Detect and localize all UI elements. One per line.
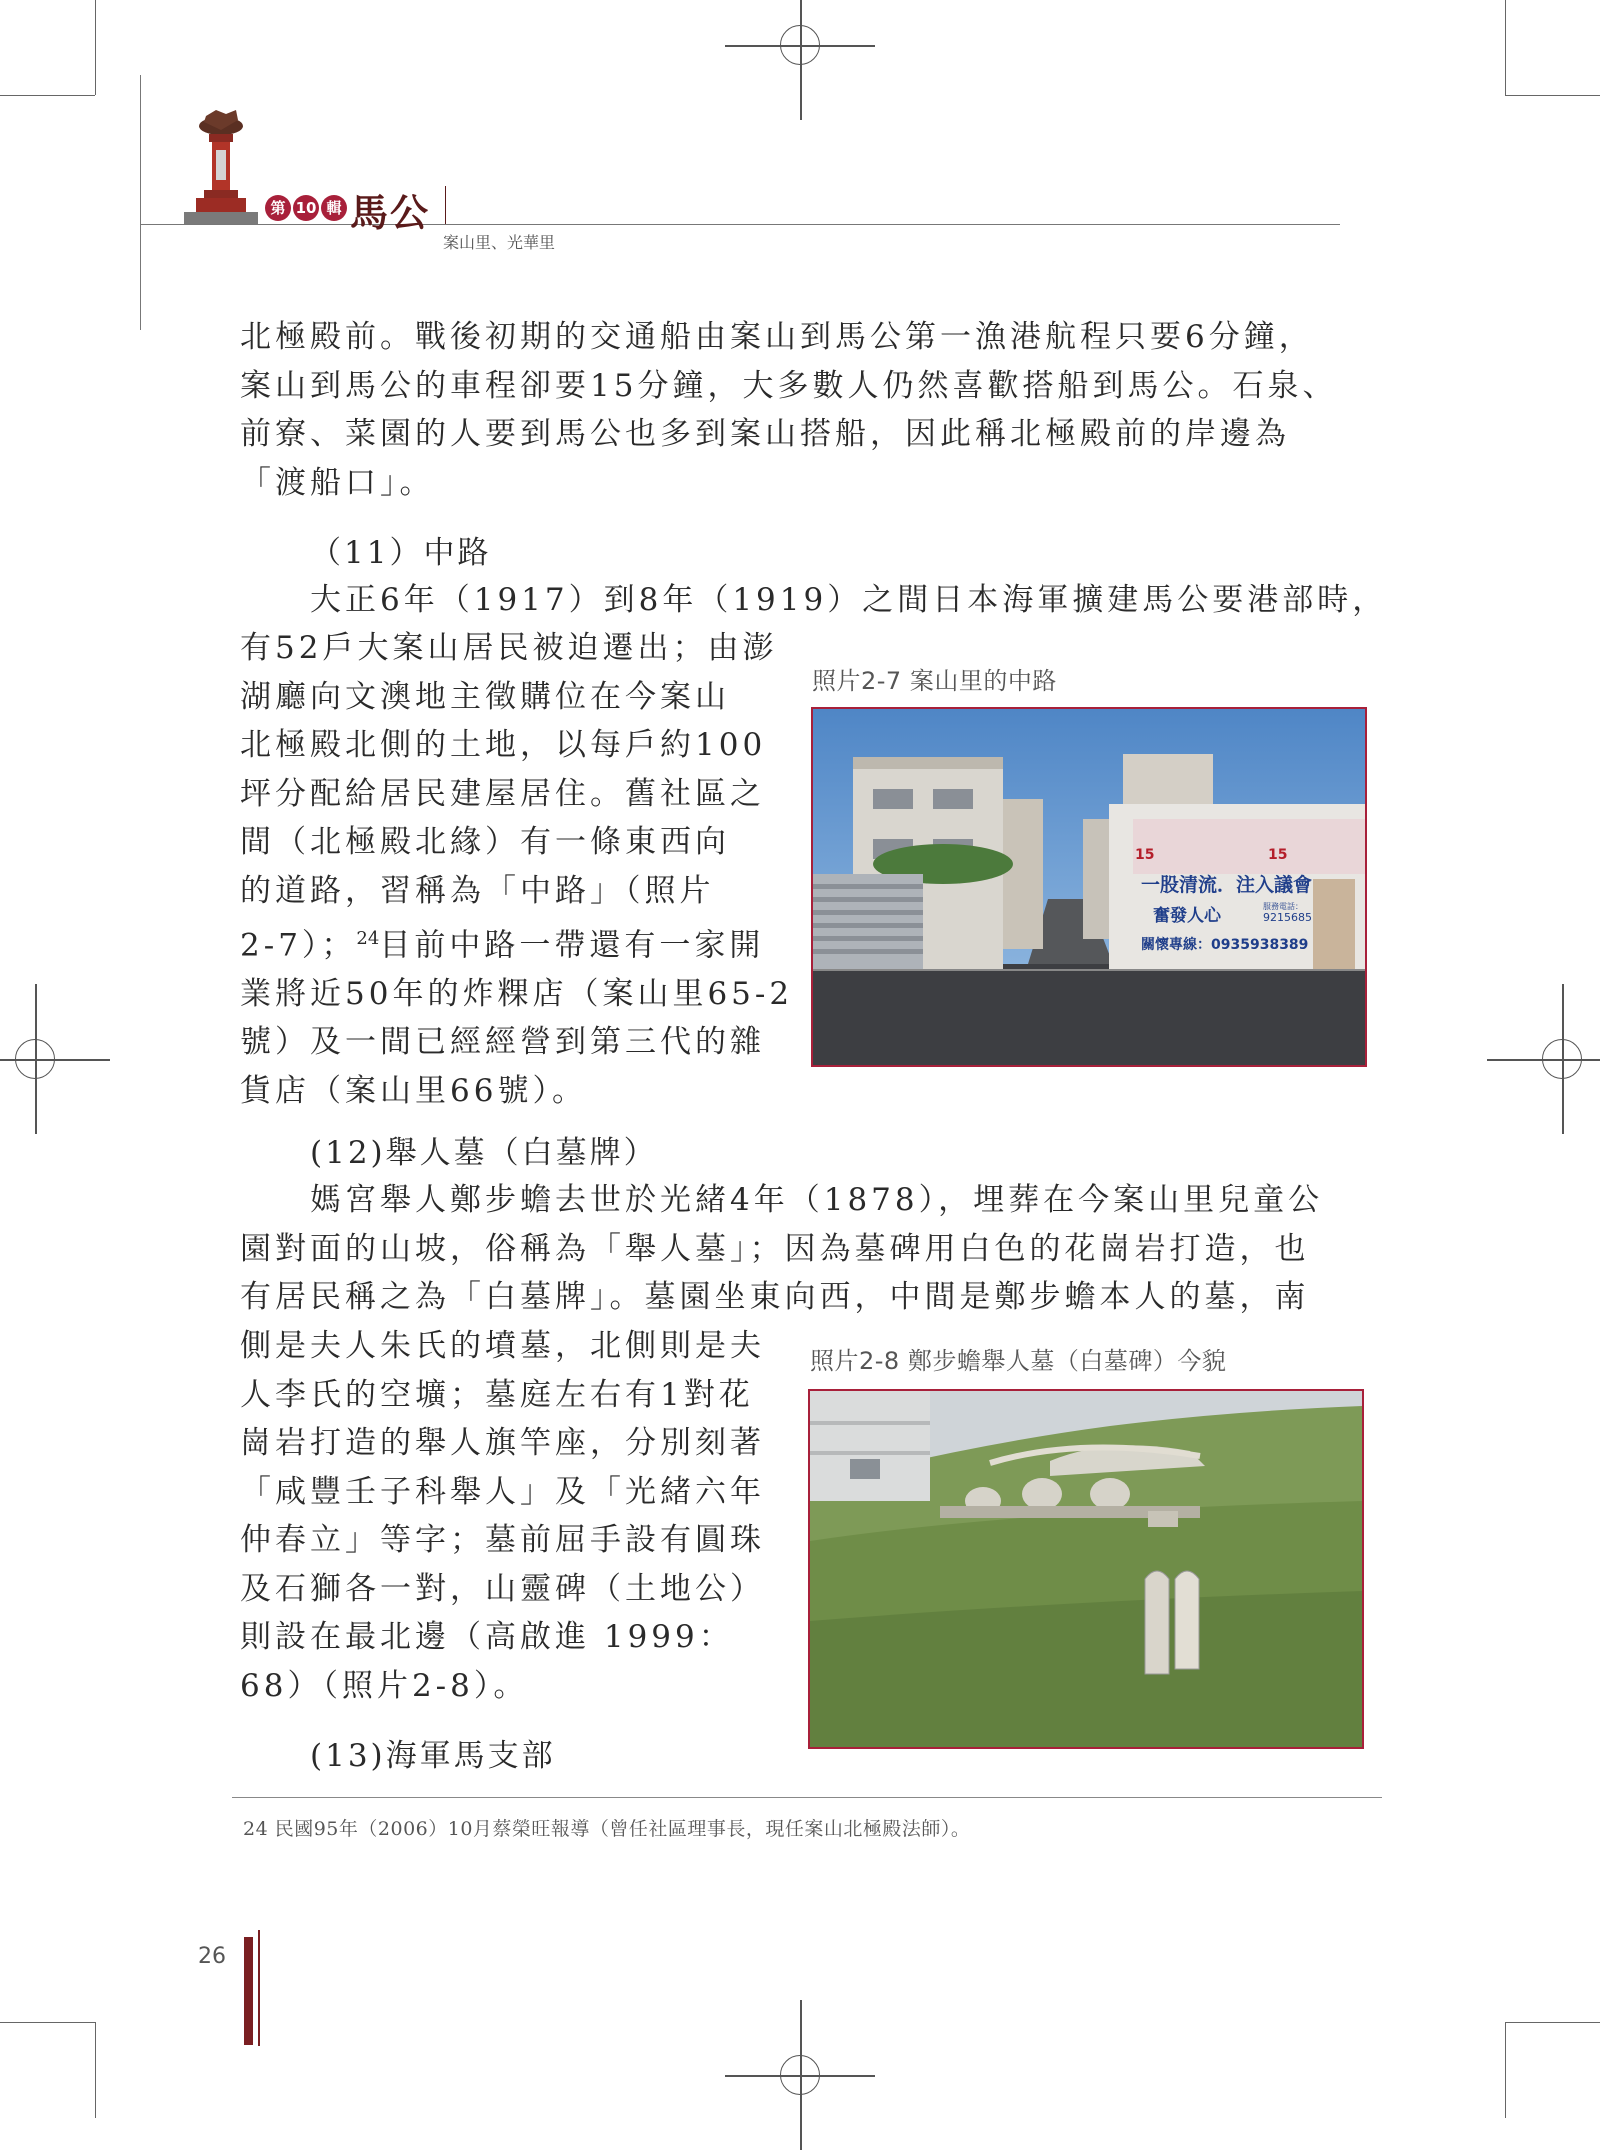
footnote-rule <box>232 1797 1382 1798</box>
text-line: 坪分配給居民建屋居住。舊社區之 <box>240 775 765 812</box>
street-scene <box>813 709 1365 1065</box>
page-bar <box>244 1937 253 2045</box>
text-line: 湖廳向文澳地主徵購位在今案山 <box>240 678 730 715</box>
paragraph-2-first-line: 大正6年（1917）到8年（1919）之間日本海軍擴建馬公要港部時， <box>310 582 1388 618</box>
paragraph-3 <box>240 1322 765 1710</box>
text-line: 的道路，習稱為「中路」（照片 <box>240 872 715 909</box>
text-line: 間（北極殿北緣）有一條東西向 <box>240 824 730 860</box>
text-line: 園對面的山坡，俗稱為「舉人墓」；因為墓碑用白色的花崗岩打造，也 <box>240 1230 1310 1267</box>
crop-mark <box>0 2022 95 2023</box>
crop-mark <box>1505 2022 1506 2118</box>
text-line: 業將近50年的炸粿店（案山里65-2 <box>240 975 794 1012</box>
text-line: 側是夫人朱氏的墳墓，北側則是夫 <box>240 1328 765 1364</box>
text-line: 前寮、菜園的人要到馬公也多到案山搭船，因此稱北極殿前的岸邊為 <box>240 416 1290 452</box>
page-number: 26 <box>198 1944 226 1969</box>
text-line: 號）及一間已經經營到第三代的雜 <box>240 1024 765 1061</box>
text-line: 則設在最北邊（高啟進 1999： <box>240 1619 734 1655</box>
paragraph-1 <box>240 313 1337 507</box>
sign-phone: 9215685 <box>1263 911 1312 924</box>
crop-mark <box>95 0 96 95</box>
text-line: 崗岩打造的舉人旗竿座，分別刻著 <box>240 1425 765 1461</box>
text-line: 及石獅各一對，山靈碑（土地公） <box>240 1570 765 1607</box>
registration-mark-right <box>1487 984 1600 1134</box>
chapter-badge-right: 輯 <box>321 195 347 221</box>
text-line: 「渡船口」。 <box>240 464 435 501</box>
monument-logo <box>176 108 266 226</box>
section-heading-12: (12)舉人墓（白墓牌） <box>310 1135 658 1171</box>
text-line: 仲春立」等字；墓前屈手設有圓珠 <box>240 1522 765 1558</box>
photo-caption-2-8: 照片2-8 鄭步蟾舉人墓（白墓碑）今貌 <box>810 1347 1227 1375</box>
section-heading-11: （11）中路 <box>310 535 492 571</box>
paragraph-3-full <box>240 1176 1323 1322</box>
chapter-badge <box>265 195 347 223</box>
chapter-badge-left: 第 <box>265 195 291 221</box>
photo-caption-2-7: 照片2-7 案山里的中路 <box>812 667 1057 695</box>
crop-mark <box>1505 95 1600 96</box>
text-fragment: 2-7）； <box>240 927 357 964</box>
sign-hotline: 關懷專線：0935938389 <box>1141 937 1309 953</box>
tomb-scene <box>810 1391 1362 1747</box>
text-line: 「咸豐壬子科舉人」及「光緒六年 <box>240 1473 765 1510</box>
sign-phone-label: 服務電話： <box>1263 902 1303 911</box>
sign-line-2: 奮發人心 <box>1153 906 1221 926</box>
crop-mark <box>0 95 95 96</box>
text-line: 有52戶大案山居民被迫遷出；由澎 <box>240 630 778 666</box>
text-line: 68）（照片2-8）。 <box>240 1667 529 1704</box>
text-line: 北極殿前。戰後初期的交通船由案山到馬公第一漁港航程只要6分鐘， <box>240 319 1314 355</box>
text-line: 人李氏的空壙；墓庭左右有1對花 <box>240 1376 754 1413</box>
header-horizontal-rule <box>140 224 1340 225</box>
crop-mark <box>95 2022 96 2118</box>
header-vertical-rule <box>140 75 141 330</box>
registration-mark-left <box>0 984 110 1134</box>
header-subtitle: 案山里、光華里 <box>443 233 556 252</box>
crop-mark <box>1505 0 1506 95</box>
registration-mark-bottom <box>725 2000 875 2150</box>
chapter-badge-number: 10 <box>293 195 319 221</box>
sign-number-right: 15 <box>1268 847 1288 863</box>
footnote-ref[interactable]: 24 <box>356 928 380 949</box>
page-bar-line <box>258 1930 260 2046</box>
photo-2-8-tomb <box>808 1389 1364 1749</box>
paragraph-2 <box>240 624 793 1115</box>
crop-mark <box>1505 2022 1600 2023</box>
footnote: 24 民國95年（2006）10月蔡榮旺報導（曾任社區理事長，現任案山北極殿法師）。 <box>243 1818 971 1840</box>
photo-2-7-street <box>811 707 1367 1067</box>
text-line: 北極殿北側的土地，以每戶約100 <box>240 727 767 763</box>
text-fragment: 目前中路一帶還有一家開 <box>379 927 765 964</box>
text-line-footnote <box>240 915 793 970</box>
text-line: 有居民稱之為「白墓牌」。墓園坐東向西，中間是鄭步蟾本人的墓，南 <box>240 1279 1310 1315</box>
brand-divider <box>445 186 446 224</box>
sign-number-left: 15 <box>1135 847 1155 863</box>
section-heading-13: (13)海軍馬支部 <box>310 1738 556 1774</box>
sign-line-1: 一股清流．注入議會 <box>1141 874 1313 896</box>
text-line: 媽宮舉人鄭步蟾去世於光緒4年（1878），埋葬在今案山里兒童公 <box>310 1182 1324 1218</box>
text-line: 案山到馬公的車程卻要15分鐘，大多數人仍然喜歡搭船到馬公。石泉、 <box>240 367 1338 404</box>
registration-mark-top <box>725 0 875 120</box>
text-line: 貨店（案山里66號）。 <box>240 1072 587 1109</box>
brand-title: 馬公 <box>350 190 431 235</box>
